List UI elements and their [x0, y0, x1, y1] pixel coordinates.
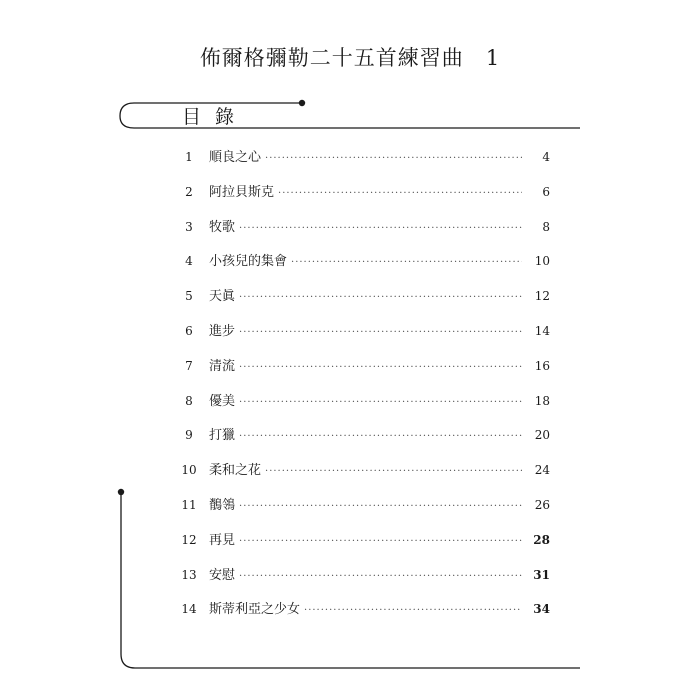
toc-entry [174, 459, 550, 494]
toc-entry [174, 320, 550, 355]
toc-entry-number: 13 [181, 567, 197, 582]
toc-leader-dots [291, 257, 522, 268]
toc-entry [174, 424, 550, 459]
toc-entry-page: 8 [542, 219, 550, 234]
toc-entry [174, 146, 550, 181]
toc-entry [174, 529, 550, 564]
toc-entry-page: 14 [534, 323, 550, 338]
toc-entry-page: 12 [534, 289, 550, 304]
toc-entry-title: 鶺鴒 [209, 497, 236, 513]
toc-entry-title: 進步 [209, 323, 236, 339]
toc-leader-dots [278, 188, 522, 199]
toc-entry-title: 柔和之花 [209, 463, 262, 479]
toc-entry [174, 494, 550, 529]
toc-entry-page: 16 [534, 358, 550, 373]
toc-leader-dots [239, 223, 522, 234]
heading-bar-dot [299, 100, 305, 106]
toc-entry [174, 598, 550, 633]
toc-entry-number: 12 [181, 532, 197, 547]
toc-entry-title: 小孩兒的集會 [209, 254, 288, 270]
toc-entry-title: 阿拉貝斯克 [209, 184, 275, 200]
toc-entry-number: 14 [181, 602, 197, 617]
toc-leader-dots [304, 605, 522, 616]
toc-entry-number: 8 [185, 393, 193, 408]
page-number: 1 [485, 46, 501, 70]
toc-entry-title: 牧歌 [209, 219, 236, 235]
toc-leader-dots [239, 362, 522, 373]
toc-entry-page: 34 [533, 602, 550, 617]
toc-entry-title: 再見 [209, 532, 236, 548]
toc-leader-dots [265, 153, 522, 164]
toc-leader-dots [239, 292, 522, 303]
toc-entry-number: 1 [185, 150, 193, 164]
toc-leader-dots [239, 501, 522, 512]
toc-entry-page: 6 [542, 184, 550, 199]
toc-entry-title: 優美 [209, 393, 236, 409]
toc-entry-title: 順良之心 [209, 150, 262, 165]
toc-entry [174, 564, 550, 599]
toc-entry-number: 10 [181, 463, 197, 478]
toc-entry-page: 4 [542, 150, 550, 164]
toc-entry-page: 31 [533, 567, 550, 582]
toc-entry-page: 10 [534, 254, 550, 269]
toc-entry-title: 安慰 [209, 567, 236, 583]
toc-entry-title: 打獵 [209, 428, 236, 444]
toc-entry-number: 11 [181, 497, 197, 512]
toc-entry [174, 355, 550, 390]
toc-leader-dots [239, 397, 522, 408]
toc-entry-page: 24 [534, 463, 550, 478]
toc-entry-page: 26 [534, 497, 550, 512]
toc-heading: 目錄 [182, 106, 249, 128]
toc-list [174, 146, 550, 633]
toc-leader-dots [265, 466, 522, 477]
toc-entry [174, 285, 550, 320]
toc-entry-title: 斯蒂利亞之少女 [209, 602, 301, 618]
toc-entry [174, 390, 550, 425]
bottom-bracket-dot [118, 489, 124, 495]
toc-entry [174, 181, 550, 216]
toc-entry-title: 清流 [209, 358, 236, 374]
toc-entry [174, 216, 550, 251]
toc-entry-number: 6 [185, 323, 193, 338]
toc-leader-dots [239, 571, 522, 582]
toc-entry-number: 2 [185, 184, 193, 199]
book-title: 佈爾格彌勒二十五首練習曲 [199, 46, 464, 70]
toc-entry-page: 20 [534, 428, 550, 443]
toc-entry [174, 250, 550, 285]
toc-leader-dots [239, 327, 522, 338]
toc-entry-number: 7 [185, 358, 193, 373]
toc-leader-dots [239, 431, 522, 442]
toc-entry-number: 4 [185, 254, 193, 269]
toc-entry-title: 天眞 [209, 289, 236, 305]
toc-entry-number: 5 [185, 289, 193, 304]
toc-entry-page: 18 [534, 393, 550, 408]
toc-entry-number: 9 [185, 428, 193, 443]
toc-entry-number: 3 [185, 219, 193, 234]
toc-entry-page: 28 [533, 532, 550, 547]
toc-leader-dots [239, 536, 522, 547]
